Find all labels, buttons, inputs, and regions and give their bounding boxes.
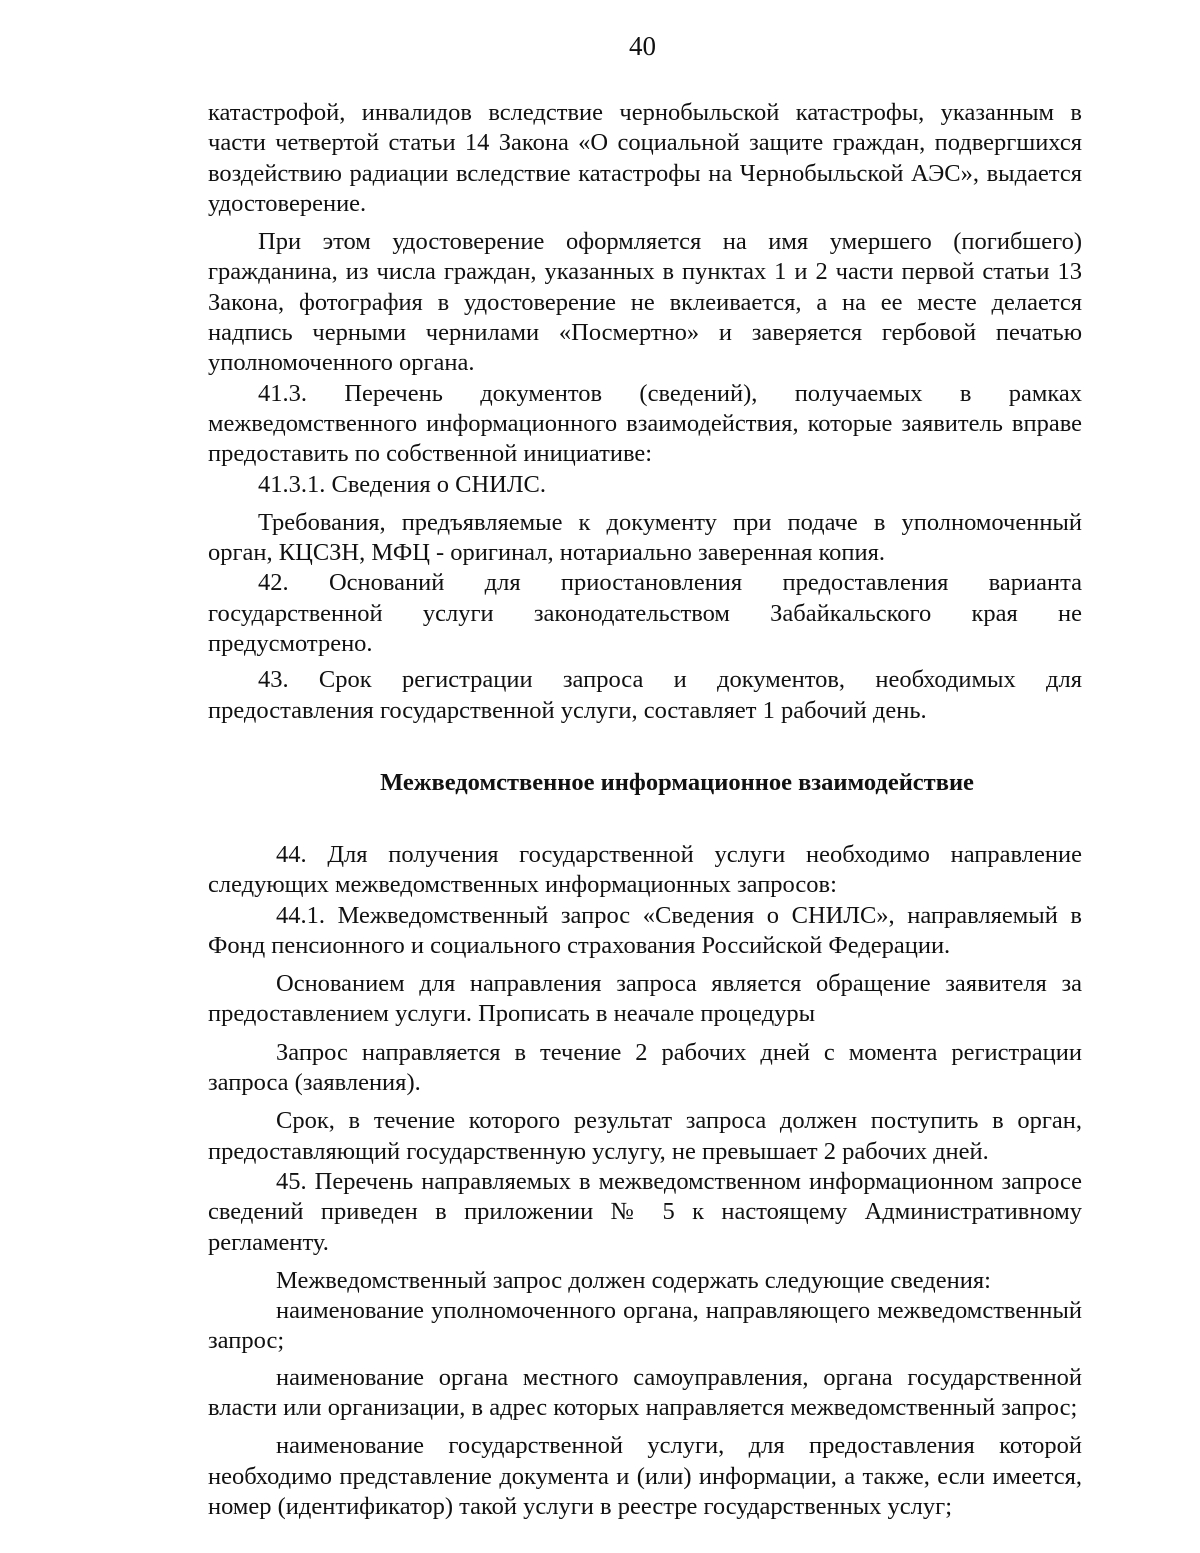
section-heading: Межведомственное информационное взаимодействие [380, 768, 974, 796]
paragraph: Требования, предъявляемые к документу при подаче в уполномоченный орган, КЦСЗН, МФЦ - оригинал, нотариально заверенная копия. [208, 508, 1082, 567]
paragraph: наименование органа местного самоуправления, органа государственной власти или организации, в адрес которых направляется межведомственный запрос; [208, 1363, 1082, 1421]
paragraph: Основанием для направления запроса является обращение заявителя за предоставлением услуги. Прописать в неачале процедуры [208, 970, 1082, 1028]
paragraph: При этом удостоверение оформляется на имя умершего (погибшего) гражданина, из числа граждан, указанных в пунктах 1 и 2 части первой статьи 13 Закона, фотография в удостоверение не вклеивается, а на ее месте делается надпись черными чернилами «Посмертно» и заверяется гербовой печатью уполномоченного органа. [208, 228, 1082, 377]
paragraph: 45. Перечень направляемых в межведомственном информационном запросе сведений приведен в приложении № 5 к настоящему Административному регламенту. [208, 1167, 1082, 1256]
paragraph: 41.3.1. Сведения о СНИЛС. [258, 470, 546, 498]
paragraph: 42. Оснований для приостановления предоставления варианта государственной услуги законодательством Забайкальского края не предусмотрено. [208, 569, 1082, 658]
document-body [208, 98, 1082, 1522]
paragraph: 44.1. Межведомственный запрос «Сведения о СНИЛС», направляемый в Фонд пенсионного и социального страхования Российской Федерации. [208, 901, 1082, 959]
paragraph: Межведомственный запрос должен содержать следующие сведения: [276, 1266, 991, 1294]
paragraph: 44. Для получения государственной услуги необходимо направление следующих межведомственных информационных запросов: [208, 840, 1082, 899]
paragraph: 41.3. Перечень документов (сведений), получаемых в рамках межведомственного информационного взаимодействия, которые заявитель вправе предоставить по собственной инициативе: [208, 379, 1082, 468]
paragraph: наименование уполномоченного органа, направляющего межведомственный запрос; [208, 1297, 1082, 1355]
paragraph: Срок, в течение которого результат запроса должен поступить в орган, предоставляющий государственную услугу, не превышает 2 рабочих дней. [208, 1107, 1082, 1165]
paragraph: 43. Срок регистрации запроса и документов, необходимых для предоставления государственной услуги, составляет 1 рабочий день. [208, 666, 1082, 724]
page-number: 40 [629, 31, 656, 61]
paragraph: Запрос направляется в течение 2 рабочих дней с момента регистрации запроса (заявления). [208, 1038, 1082, 1097]
paragraph: катастрофой, инвалидов вследствие чернобыльской катастрофы, указанным в части четвертой статьи 14 Закона «О социальной защите граждан, подвергшихся воздействию радиации вследствие катастрофы на Чернобыльской АЭС», выдается удостоверение. [208, 99, 1082, 217]
paragraph: наименование государственной услуги, для предоставления которой необходимо представление документа и (или) информации, а также, если имеется, номер (идентификатор) такой услуги в реестре государственных услуг; [208, 1432, 1082, 1520]
